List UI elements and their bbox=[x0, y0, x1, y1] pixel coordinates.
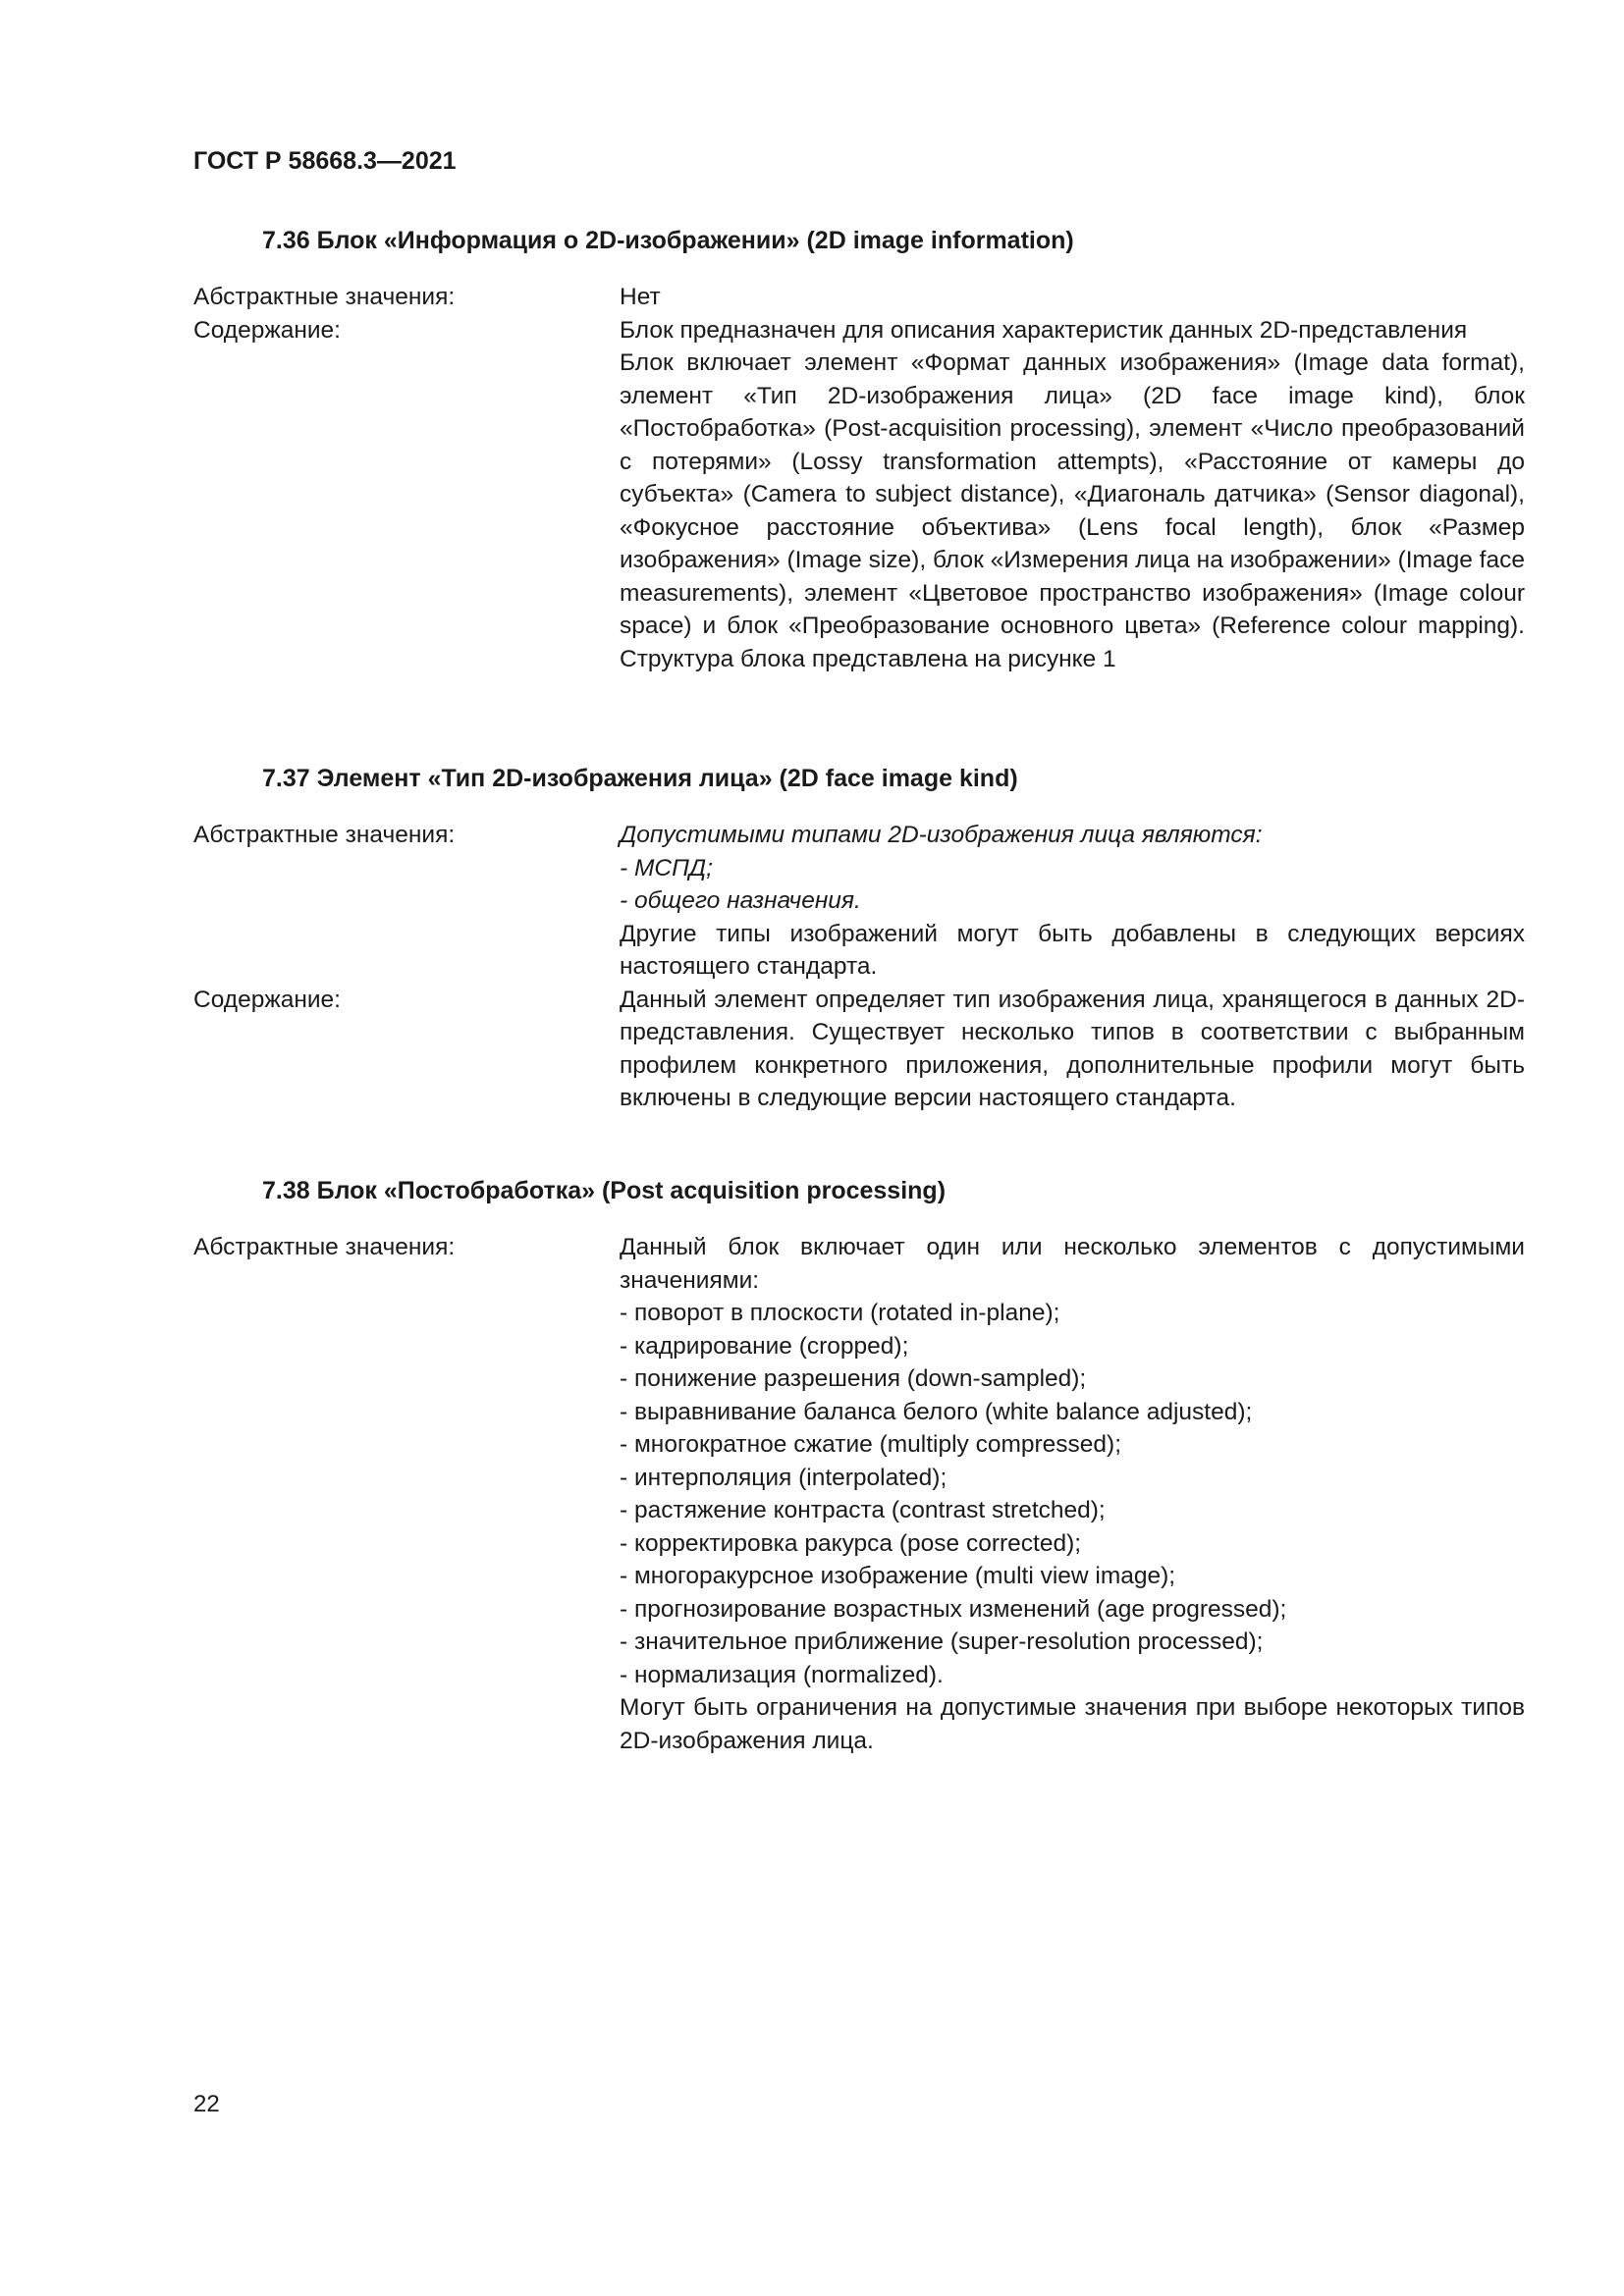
paragraph: Нет bbox=[620, 284, 661, 310]
list-item: - интерполяция (interpolated); bbox=[620, 1464, 947, 1491]
section-title: 7.38 Блок «Постобработка» (Post acquisition processing) bbox=[262, 1177, 947, 1204]
paragraph: Другие типы изображений могут быть добавлены в следующих версиях настоящего стандарта. bbox=[620, 920, 1525, 980]
list-item: - выравнивание баланса белого (white balance adjusted); bbox=[620, 1398, 1253, 1425]
field-row-abstract-values bbox=[193, 281, 1525, 314]
italic-line: Допустимыми типами 2D-изображения лица являются: bbox=[620, 822, 1263, 848]
section-7-36 bbox=[193, 224, 1525, 675]
paragraph: Данный блок включает один или несколько элементов с допустимыми значениями: bbox=[620, 1234, 1525, 1294]
field-value bbox=[620, 281, 1525, 314]
list-item: - многократное сжатие (multiply compressed); bbox=[620, 1431, 1121, 1458]
paragraph: Данный элемент определяет тип изображения лица, хранящегося в данных 2D-представления. Существует несколько типов в соответствии с выбранным профилем конкретного приложения, дополнительные профили могут быть включены в следующие версии настоящего стандарта. bbox=[620, 986, 1525, 1111]
document-code: ГОСТ Р 58668.3—2021 bbox=[193, 147, 457, 175]
field-value bbox=[620, 1231, 1525, 1757]
field-row-abstract-values bbox=[193, 819, 1525, 984]
list-item: - корректировка ракурса (pose corrected); bbox=[620, 1529, 1082, 1557]
field-row-content bbox=[193, 984, 1525, 1115]
field-label: Содержание: bbox=[193, 986, 341, 1013]
list-item: - значительное приближение (super-resolution processed); bbox=[620, 1629, 1264, 1655]
field-value bbox=[620, 984, 1525, 1115]
italic-line: - общего назначения. bbox=[620, 887, 861, 914]
list-item: - прогнозирование возрастных изменений (age progressed); bbox=[620, 1595, 1287, 1623]
list-item: - понижение разрешения (down-sampled); bbox=[620, 1365, 1087, 1392]
section-7-38 bbox=[193, 1174, 1525, 1757]
field-value bbox=[620, 314, 1525, 676]
field-row-content bbox=[193, 314, 1525, 676]
section-title: 7.36 Блок «Информация о 2D-изображении» (2D image information) bbox=[262, 227, 1074, 254]
field-row-abstract-values bbox=[193, 1231, 1525, 1757]
paragraph: Могут быть ограничения на допустимые значения при выборе некоторых типов 2D-изображения лица. bbox=[620, 1694, 1525, 1754]
field-label: Абстрактные значения: bbox=[193, 822, 456, 848]
list-item: - нормализация (normalized). bbox=[620, 1661, 944, 1688]
section-title: 7.37 Элемент «Тип 2D-изображения лица» (2D face image kind) bbox=[262, 765, 1018, 792]
field-value bbox=[620, 819, 1525, 984]
section-7-37 bbox=[193, 762, 1525, 1115]
list-item: - многоракурсное изображение (multi view image); bbox=[620, 1563, 1176, 1589]
field-label: Содержание: bbox=[193, 316, 341, 344]
italic-line: - МСПД; bbox=[620, 854, 713, 881]
paragraph: Блок предназначен для описания характеристик данных 2D-представления bbox=[620, 316, 1468, 344]
field-label: Абстрактные значения: bbox=[193, 284, 456, 310]
list-item: - растяжение контраста (contrast stretched); bbox=[620, 1497, 1106, 1523]
list-item: - кадрирование (cropped); bbox=[620, 1332, 909, 1360]
list-item: - поворот в плоскости (rotated in-plane); bbox=[620, 1300, 1060, 1326]
field-label: Абстрактные значения: bbox=[193, 1234, 456, 1260]
page-number: 22 bbox=[193, 2091, 220, 2117]
paragraph: Блок включает элемент «Формат данных изображения» (Image data format), элемент «Тип 2D-изображения лица» (2D face image kind), блок «Постобработка» (Post-acquisition processing), элемент «Число преобразований с потерями» (Lossy transformation attempts), «Расстояние от камеры до субъекта» (Camera to subject distance), «Диагональ датчика» (Sensor diagonal), «Фокусное расстояние объектива» (Lens focal length), блок «Размер изображения» (Image size), блок «Измерения лица на изображении» (Image face measurements), элемент «Цветовое пространство изображения» (Image colour space) и блок «Преобразование основного цвета» (Reference colour mapping). Структура блока представлена на рисунке 1 bbox=[620, 349, 1525, 672]
